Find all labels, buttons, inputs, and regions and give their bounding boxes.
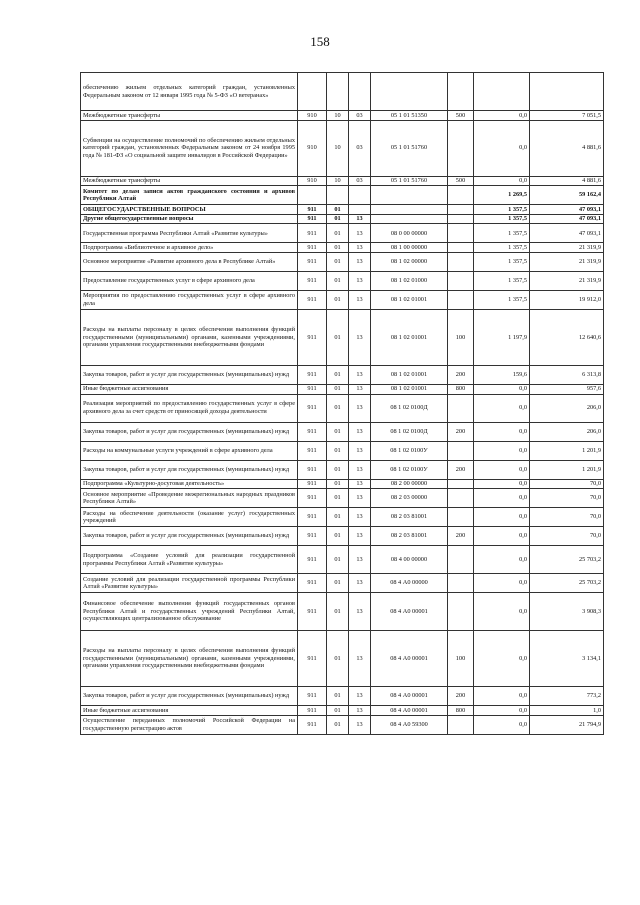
subsection-code-cell <box>349 73 371 111</box>
row-name-cell: Иные бюджетные ассигнования <box>81 384 298 394</box>
table-row <box>81 546 604 574</box>
amount-year1-cell: 0,0 <box>474 394 530 422</box>
section-code-cell: 01 <box>327 205 349 215</box>
target-article-cell: 08 1 02 0100У <box>371 441 448 460</box>
section-code-cell: 10 <box>327 111 349 121</box>
amount-year2-cell: 70,0 <box>530 527 604 546</box>
row-name-cell: Финансовое обеспечение выполнения функций государственных органов Республики Алтай и государственных учреждений Республики Алтай, осуществляющих централизованное обслуживание <box>81 593 298 631</box>
ministry-code-cell <box>298 73 327 111</box>
amount-year1-cell: 0,0 <box>474 546 530 574</box>
row-name-cell: Расходы на обеспечение деятельности (оказание услуг) государственных учреждений <box>81 508 298 527</box>
amount-year1-cell: 1 197,9 <box>474 309 530 365</box>
section-code-cell: 01 <box>327 593 349 631</box>
section-code-cell: 01 <box>327 252 349 271</box>
amount-year2-cell: 21 319,9 <box>530 271 604 290</box>
amount-year1-cell: 1 357,5 <box>474 224 530 243</box>
amount-year2-cell: 4 881,6 <box>530 120 604 176</box>
table-row <box>81 309 604 365</box>
subsection-code-cell: 13 <box>349 574 371 593</box>
table-row <box>81 73 604 111</box>
section-code-cell: 01 <box>327 574 349 593</box>
table-row <box>81 252 604 271</box>
row-name-cell: Межбюджетные трансферты <box>81 111 298 121</box>
expense-type-cell <box>448 546 474 574</box>
section-code-cell: 01 <box>327 384 349 394</box>
row-name-cell: Государственная программа Республики Алтай «Развитие культуры» <box>81 224 298 243</box>
amount-year1-cell: 159,6 <box>474 365 530 384</box>
amount-year2-cell: 7 051,5 <box>530 111 604 121</box>
row-name-cell: Подпрограмма «Создание условий для реализации государственной программы Республики Алтай «Развитие культуры» <box>81 546 298 574</box>
amount-year1-cell: 0,0 <box>474 460 530 479</box>
subsection-code-cell: 13 <box>349 214 371 224</box>
row-name-cell: Комитет по делам записи актов гражданского состояния и архивов Республики Алтай <box>81 186 298 205</box>
amount-year2-cell: 773,2 <box>530 687 604 706</box>
expense-type-cell <box>448 508 474 527</box>
ministry-code-cell: 911 <box>298 527 327 546</box>
section-code-cell: 01 <box>327 365 349 384</box>
table-row <box>81 422 604 441</box>
ministry-code-cell: 911 <box>298 508 327 527</box>
amount-year2-cell: 70,0 <box>530 489 604 508</box>
expense-type-cell <box>448 120 474 176</box>
subsection-code-cell: 13 <box>349 422 371 441</box>
target-article-cell: 08 1 02 0100Д <box>371 394 448 422</box>
expense-type-cell: 200 <box>448 527 474 546</box>
section-code-cell: 01 <box>327 214 349 224</box>
target-article-cell: 08 4 А0 00001 <box>371 687 448 706</box>
amount-year2-cell: 3 908,3 <box>530 593 604 631</box>
expense-type-cell: 200 <box>448 460 474 479</box>
section-code-cell: 01 <box>327 394 349 422</box>
subsection-code-cell: 13 <box>349 384 371 394</box>
page-number: 158 <box>310 34 330 49</box>
amount-year1-cell: 0,0 <box>474 441 530 460</box>
amount-year2-cell: 1,0 <box>530 706 604 716</box>
expense-type-cell <box>448 243 474 253</box>
subsection-code-cell: 13 <box>349 441 371 460</box>
amount-year2-cell: 21 794,9 <box>530 715 604 734</box>
expense-type-cell: 500 <box>448 176 474 186</box>
subsection-code-cell: 13 <box>349 224 371 243</box>
expense-type-cell: 100 <box>448 631 474 687</box>
ministry-code-cell: 911 <box>298 441 327 460</box>
section-code-cell: 10 <box>327 120 349 176</box>
amount-year2-cell: 70,0 <box>530 508 604 527</box>
target-article-cell: 08 4 00 00000 <box>371 546 448 574</box>
expense-type-cell: 800 <box>448 384 474 394</box>
expense-type-cell <box>448 186 474 205</box>
target-article-cell: 08 4 А0 59300 <box>371 715 448 734</box>
subsection-code-cell: 13 <box>349 460 371 479</box>
amount-year2-cell <box>530 73 604 111</box>
section-code-cell: 01 <box>327 224 349 243</box>
expense-type-cell <box>448 224 474 243</box>
amount-year1-cell: 0,0 <box>474 593 530 631</box>
section-code-cell: 01 <box>327 422 349 441</box>
amount-year1-cell: 1 357,5 <box>474 271 530 290</box>
table-row <box>81 394 604 422</box>
expense-type-cell <box>448 205 474 215</box>
expense-type-cell: 800 <box>448 706 474 716</box>
amount-year2-cell: 19 912,0 <box>530 290 604 309</box>
expense-type-cell: 500 <box>448 111 474 121</box>
target-article-cell: 08 2 00 00000 <box>371 479 448 489</box>
row-name-cell: Закупка товаров, работ и услуг для государственных (муниципальных) нужд <box>81 422 298 441</box>
ministry-code-cell: 911 <box>298 205 327 215</box>
ministry-code-cell: 910 <box>298 111 327 121</box>
row-name-cell: Осуществление переданных полномочий Российской Федерации на государственную регистрацию актов <box>81 715 298 734</box>
table-row <box>81 508 604 527</box>
expense-type-cell <box>448 252 474 271</box>
table-row <box>81 527 604 546</box>
row-name-cell: Создание условий для реализации государственной программы Республики Алтай «Развитие культуры» <box>81 574 298 593</box>
target-article-cell: 08 4 А0 00001 <box>371 593 448 631</box>
subsection-code-cell: 13 <box>349 271 371 290</box>
row-name-cell: Расходы на выплаты персоналу в целях обеспечения выполнения функций государственными (муниципальными) органами, казенными учреждениями, органами управления государственными внебюджетными фондами <box>81 631 298 687</box>
table-row <box>81 593 604 631</box>
ministry-code-cell: 911 <box>298 631 327 687</box>
amount-year2-cell: 25 703,2 <box>530 574 604 593</box>
row-name-cell: Мероприятия по предоставлению государственных услуг в сфере архивного дела <box>81 290 298 309</box>
subsection-code-cell: 13 <box>349 243 371 253</box>
target-article-cell <box>371 73 448 111</box>
amount-year1-cell: 1 357,5 <box>474 243 530 253</box>
table-row <box>81 479 604 489</box>
ministry-code-cell <box>298 186 327 205</box>
section-code-cell: 01 <box>327 271 349 290</box>
amount-year1-cell: 0,0 <box>474 631 530 687</box>
amount-year1-cell: 1 269,5 <box>474 186 530 205</box>
row-name-cell: Закупка товаров, работ и услуг для государственных (муниципальных) нужд <box>81 365 298 384</box>
ministry-code-cell: 911 <box>298 546 327 574</box>
section-code-cell: 01 <box>327 460 349 479</box>
ministry-code-cell: 911 <box>298 460 327 479</box>
amount-year2-cell: 70,0 <box>530 479 604 489</box>
table-row <box>81 176 604 186</box>
row-name-cell: Основное мероприятие «Развитие архивного дела в Республике Алтай» <box>81 252 298 271</box>
expense-type-cell <box>448 479 474 489</box>
amount-year1-cell: 1 357,5 <box>474 205 530 215</box>
table-row <box>81 271 604 290</box>
subsection-code-cell: 13 <box>349 706 371 716</box>
ministry-code-cell: 911 <box>298 243 327 253</box>
ministry-code-cell: 911 <box>298 687 327 706</box>
ministry-code-cell: 911 <box>298 489 327 508</box>
amount-year2-cell: 206,0 <box>530 394 604 422</box>
subsection-code-cell: 13 <box>349 309 371 365</box>
target-article-cell: 08 1 02 01001 <box>371 309 448 365</box>
row-name-cell: обеспечению жильем отдельных категорий граждан, установленных Федеральным законом от 12 января 1995 года № 5-ФЗ «О ветеранах» <box>81 73 298 111</box>
section-code-cell: 01 <box>327 489 349 508</box>
amount-year1-cell: 1 357,5 <box>474 252 530 271</box>
section-code-cell: 01 <box>327 479 349 489</box>
ministry-code-cell: 911 <box>298 422 327 441</box>
amount-year2-cell: 1 201,9 <box>530 441 604 460</box>
section-code-cell: 01 <box>327 508 349 527</box>
amount-year2-cell: 6 313,8 <box>530 365 604 384</box>
row-name-cell: Закупка товаров, работ и услуг для государственных (муниципальных) нужд <box>81 527 298 546</box>
amount-year1-cell: 0,0 <box>474 479 530 489</box>
subsection-code-cell: 13 <box>349 365 371 384</box>
amount-year1-cell: 0,0 <box>474 687 530 706</box>
ministry-code-cell: 910 <box>298 120 327 176</box>
amount-year1-cell: 0,0 <box>474 422 530 441</box>
subsection-code-cell: 13 <box>349 687 371 706</box>
amount-year1-cell: 0,0 <box>474 527 530 546</box>
ministry-code-cell: 911 <box>298 365 327 384</box>
amount-year1-cell: 0,0 <box>474 176 530 186</box>
target-article-cell <box>371 214 448 224</box>
table-row <box>81 706 604 716</box>
table-row <box>81 214 604 224</box>
row-name-cell: Основное мероприятие «Проведение межрегиональных народных праздников Республики Алтай» <box>81 489 298 508</box>
table-row <box>81 715 604 734</box>
budget-table <box>80 72 604 735</box>
section-code-cell: 01 <box>327 631 349 687</box>
expense-type-cell <box>448 715 474 734</box>
target-article-cell: 08 1 00 00000 <box>371 243 448 253</box>
section-code-cell: 01 <box>327 441 349 460</box>
expense-type-cell <box>448 271 474 290</box>
expense-type-cell: 100 <box>448 309 474 365</box>
expense-type-cell: 200 <box>448 365 474 384</box>
ministry-code-cell: 911 <box>298 224 327 243</box>
subsection-code-cell: 13 <box>349 252 371 271</box>
table-row <box>81 186 604 205</box>
amount-year1-cell <box>474 73 530 111</box>
section-code-cell: 01 <box>327 290 349 309</box>
subsection-code-cell: 13 <box>349 593 371 631</box>
ministry-code-cell: 911 <box>298 574 327 593</box>
amount-year2-cell: 47 093,1 <box>530 205 604 215</box>
target-article-cell: 08 2 03 00000 <box>371 489 448 508</box>
section-code-cell: 01 <box>327 527 349 546</box>
subsection-code-cell <box>349 205 371 215</box>
amount-year2-cell: 25 703,2 <box>530 546 604 574</box>
target-article-cell: 08 1 02 00000 <box>371 252 448 271</box>
ministry-code-cell: 910 <box>298 176 327 186</box>
ministry-code-cell: 911 <box>298 479 327 489</box>
subsection-code-cell: 13 <box>349 715 371 734</box>
subsection-code-cell: 03 <box>349 111 371 121</box>
section-code-cell <box>327 73 349 111</box>
expense-type-cell <box>448 574 474 593</box>
ministry-code-cell: 911 <box>298 214 327 224</box>
target-article-cell: 08 1 02 0100Д <box>371 422 448 441</box>
row-name-cell: Иные бюджетные ассигнования <box>81 706 298 716</box>
subsection-code-cell <box>349 186 371 205</box>
table-row <box>81 243 604 253</box>
amount-year2-cell: 957,6 <box>530 384 604 394</box>
amount-year2-cell: 206,0 <box>530 422 604 441</box>
row-name-cell: ОБЩЕГОСУДАРСТВЕННЫЕ ВОПРОСЫ <box>81 205 298 215</box>
target-article-cell: 08 2 03 81001 <box>371 508 448 527</box>
section-code-cell: 01 <box>327 309 349 365</box>
section-code-cell: 01 <box>327 243 349 253</box>
amount-year1-cell: 0,0 <box>474 574 530 593</box>
amount-year2-cell: 21 319,9 <box>530 243 604 253</box>
amount-year1-cell: 0,0 <box>474 111 530 121</box>
target-article-cell <box>371 186 448 205</box>
amount-year1-cell: 1 357,5 <box>474 214 530 224</box>
ministry-code-cell: 911 <box>298 706 327 716</box>
table-row <box>81 441 604 460</box>
ministry-code-cell: 911 <box>298 394 327 422</box>
expense-type-cell <box>448 214 474 224</box>
table-row <box>81 631 604 687</box>
subsection-code-cell: 03 <box>349 120 371 176</box>
target-article-cell: 08 2 03 81001 <box>371 527 448 546</box>
table-row <box>81 111 604 121</box>
target-article-cell: 08 1 02 01001 <box>371 365 448 384</box>
section-code-cell: 01 <box>327 715 349 734</box>
section-code-cell: 01 <box>327 706 349 716</box>
expense-type-cell <box>448 290 474 309</box>
subsection-code-cell: 13 <box>349 394 371 422</box>
table-row <box>81 384 604 394</box>
table-row <box>81 574 604 593</box>
table-row <box>81 290 604 309</box>
row-name-cell: Подпрограмма «Библиотечное и архивное дело» <box>81 243 298 253</box>
subsection-code-cell: 13 <box>349 479 371 489</box>
amount-year1-cell: 0,0 <box>474 508 530 527</box>
ministry-code-cell: 911 <box>298 593 327 631</box>
table-row <box>81 224 604 243</box>
ministry-code-cell: 911 <box>298 252 327 271</box>
ministry-code-cell: 911 <box>298 384 327 394</box>
subsection-code-cell: 13 <box>349 489 371 508</box>
table-row <box>81 460 604 479</box>
target-article-cell: 08 4 А0 00001 <box>371 631 448 687</box>
table-row <box>81 687 604 706</box>
table-body <box>81 73 604 735</box>
target-article-cell: 08 4 А0 00001 <box>371 706 448 716</box>
subsection-code-cell: 03 <box>349 176 371 186</box>
amount-year1-cell: 0,0 <box>474 489 530 508</box>
ministry-code-cell: 911 <box>298 271 327 290</box>
target-article-cell <box>371 205 448 215</box>
section-code-cell: 10 <box>327 176 349 186</box>
subsection-code-cell: 13 <box>349 546 371 574</box>
section-code-cell: 01 <box>327 687 349 706</box>
row-name-cell: Субвенции на осуществление полномочий по обеспечению жильем отдельных категорий граждан, установленных Федеральным законом от 24 ноября 1995 года № 181-ФЗ «О социальной защите инвалидов в Российской Федерации» <box>81 120 298 176</box>
row-name-cell: Реализация мероприятий по предоставлению государственных услуг в сфере архивного дела за счет средств от приносящей доходы деятельности <box>81 394 298 422</box>
table-row <box>81 489 604 508</box>
amount-year2-cell: 21 319,9 <box>530 252 604 271</box>
row-name-cell: Межбюджетные трансферты <box>81 176 298 186</box>
target-article-cell: 08 1 02 01001 <box>371 290 448 309</box>
expense-type-cell <box>448 73 474 111</box>
subsection-code-cell: 13 <box>349 631 371 687</box>
amount-year2-cell: 47 093,1 <box>530 224 604 243</box>
subsection-code-cell: 13 <box>349 527 371 546</box>
amount-year2-cell: 59 162,4 <box>530 186 604 205</box>
row-name-cell: Предоставление государственных услуг в сфере архивного дела <box>81 271 298 290</box>
ministry-code-cell: 911 <box>298 309 327 365</box>
expense-type-cell: 200 <box>448 422 474 441</box>
amount-year1-cell: 0,0 <box>474 706 530 716</box>
row-name-cell: Расходы на коммунальные услуги учреждений в сфере архивного дела <box>81 441 298 460</box>
expense-type-cell <box>448 593 474 631</box>
amount-year1-cell: 0,0 <box>474 384 530 394</box>
expense-type-cell: 200 <box>448 687 474 706</box>
row-name-cell: Закупка товаров, работ и услуг для государственных (муниципальных) нужд <box>81 687 298 706</box>
amount-year2-cell: 47 093,1 <box>530 214 604 224</box>
target-article-cell: 05 1 01 51760 <box>371 120 448 176</box>
row-name-cell: Подпрограмма «Культурно-досуговая деятельность» <box>81 479 298 489</box>
amount-year2-cell: 1 201,9 <box>530 460 604 479</box>
amount-year2-cell: 12 640,6 <box>530 309 604 365</box>
ministry-code-cell: 911 <box>298 290 327 309</box>
target-article-cell: 08 1 02 01001 <box>371 384 448 394</box>
subsection-code-cell: 13 <box>349 508 371 527</box>
target-article-cell: 05 1 01 51350 <box>371 111 448 121</box>
row-name-cell: Другие общегосударственные вопросы <box>81 214 298 224</box>
target-article-cell: 08 0 00 00000 <box>371 224 448 243</box>
amount-year2-cell: 4 881,6 <box>530 176 604 186</box>
amount-year1-cell: 0,0 <box>474 120 530 176</box>
amount-year1-cell: 0,0 <box>474 715 530 734</box>
table-row <box>81 120 604 176</box>
section-code-cell: 01 <box>327 546 349 574</box>
expense-type-cell <box>448 394 474 422</box>
ministry-code-cell: 911 <box>298 715 327 734</box>
expense-type-cell <box>448 489 474 508</box>
row-name-cell: Расходы на выплаты персоналу в целях обеспечения выполнения функций государственными (муниципальными) органами, казенными учреждениями, органами управления государственными внебюджетными фондами <box>81 309 298 365</box>
target-article-cell: 05 1 01 51760 <box>371 176 448 186</box>
expense-type-cell <box>448 441 474 460</box>
amount-year2-cell: 3 134,1 <box>530 631 604 687</box>
amount-year1-cell: 1 357,5 <box>474 290 530 309</box>
target-article-cell: 08 1 02 01000 <box>371 271 448 290</box>
target-article-cell: 08 4 А0 00000 <box>371 574 448 593</box>
target-article-cell: 08 1 02 0100У <box>371 460 448 479</box>
table-row <box>81 365 604 384</box>
section-code-cell <box>327 186 349 205</box>
row-name-cell: Закупка товаров, работ и услуг для государственных (муниципальных) нужд <box>81 460 298 479</box>
subsection-code-cell: 13 <box>349 290 371 309</box>
table-row <box>81 205 604 215</box>
